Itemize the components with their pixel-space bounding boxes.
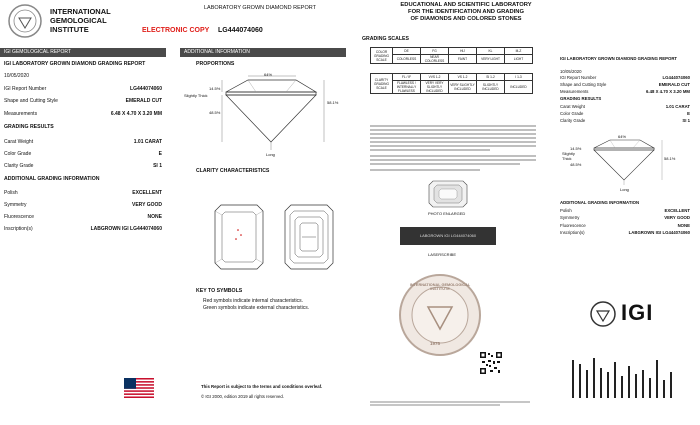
fine-print-block <box>370 124 536 172</box>
crown-percent: 14.5% <box>209 86 221 91</box>
right-table-percent: 64% <box>618 134 627 139</box>
left-row-carat: Carat Weight 1.01 CARAT <box>4 139 162 145</box>
terms-notice: This Report is subject to the terms and conditions overleaf. <box>201 384 323 389</box>
copyright: © IGI 2000, edition 2019 all rights reserved. <box>201 394 284 399</box>
proportions-title: PROPORTIONS <box>196 61 235 67</box>
seal-ring-text: INTERNATIONAL GEMOLOGICAL INSTITUTE <box>409 283 471 291</box>
electronic-copy-label: ELECTRONIC COPY <box>142 27 210 34</box>
left-grading-title: GRADING RESULTS <box>4 124 54 130</box>
right-row-inscription: Inscription(s) LABGROWN IGI LG444074060 <box>560 230 690 235</box>
igi-seal-logo <box>8 4 42 38</box>
laserscribe-caption: LASERSCRIBE <box>428 252 457 257</box>
clarity-scale-table: CLARITY GRADING SCALE FL / IF VVS 1-2 VS 1-2 SI 1-2 I 1-3 FLAWLESS / INTERNALLY FLAWLESS VERY VERY SLIGHTLY INCLUDED VERY SLIGHTLY INCLUDED SLIGHTLY INCLUDED INCLUDED <box>370 73 533 94</box>
photo-caption: PHOTO ENLARGED <box>428 211 466 216</box>
right-row-carat: Carat Weight 1.01 CARAT <box>560 104 690 109</box>
right-girdle-label: Slightly Thick <box>562 151 575 161</box>
right-depth-percent: 58.1% <box>664 156 676 161</box>
brand-name: INTERNATIONAL GEMOLOGICAL INSTITUTE <box>50 7 111 34</box>
bottom-fine-print <box>370 395 530 403</box>
seal-year: 1975 <box>430 341 441 346</box>
report-title: LABORATORY GROWN DIAMOND REPORT <box>204 5 316 11</box>
right-row-report-number: IGI Report Number LG444074060 <box>560 75 690 80</box>
right-row-color: Color Grade E <box>560 111 690 116</box>
header-report-number: LG444074060 <box>218 27 263 34</box>
left-row-shape: Shape and Cutting Style EMERALD CUT <box>4 98 162 104</box>
right-pavilion-percent: 48.5% <box>570 162 582 167</box>
girdle-label: Slightly Thick <box>184 93 208 98</box>
left-row-inscription: Inscription(s) LABGROWN IGI LG444074060 <box>4 226 162 232</box>
right-row-shape: Shape and Cutting Style EMERALD CUT <box>560 82 690 87</box>
right-row-polish: Polish EXCELLENT <box>560 208 690 213</box>
left-row-report-number: IGI Report Number LG444074060 <box>4 86 162 92</box>
left-row-polish: Polish EXCELLENT <box>4 190 162 196</box>
key-line-green: Green symbols indicate external characteristics. <box>203 305 310 311</box>
right-crown-percent: 14.5% <box>570 146 582 151</box>
right-additional-title: ADDITIONAL GRADING INFORMATION <box>560 200 640 205</box>
left-row-color: Color Grade E <box>4 151 162 157</box>
right-culet-label: Long <box>620 187 629 192</box>
lab-description: EDUCATIONAL AND SCIENTIFIC LABORATORY FOR THE IDENTIFICATION AND GRADING OF DIAMONDS AND COLORED STONES <box>400 2 532 22</box>
us-flag-icon <box>124 378 154 398</box>
middle-section-bar: ADDITIONAL INFORMATION <box>180 48 346 57</box>
right-row-measurements: Measurements 6.48 X 4.70 X 3.20 MM <box>560 89 690 94</box>
left-row-clarity: Clarity Grade SI 1 <box>4 163 162 169</box>
left-row-fluorescence: Fluorescence NONE <box>4 214 162 220</box>
right-row-clarity: Clarity Grade SI 1 <box>560 118 690 123</box>
right-report-title: IGI LABORATORY GROWN DIAMOND GRADING REPORT <box>560 56 678 61</box>
left-report-title: IGI LABORATORY GROWN DIAMOND GRADING REPORT <box>4 61 146 67</box>
left-additional-title: ADDITIONAL GRADING INFORMATION <box>4 176 100 182</box>
left-report-date: 10/05/2020 <box>4 73 30 79</box>
rotated-stub-text <box>570 350 680 400</box>
clarity-plot-bottom-view <box>284 204 334 270</box>
right-grading-title: GRADING RESULTS <box>560 96 602 101</box>
culet-label: Long <box>266 152 275 157</box>
key-to-symbols-title: KEY TO SYMBOLS <box>196 288 243 294</box>
right-report-date: 10/05/2020 <box>560 69 582 74</box>
left-row-measurements: Measurements 6.48 X 4.70 X 3.20 MM <box>4 111 162 117</box>
clarity-characteristics-title: CLARITY CHARACTERISTICS <box>196 168 270 174</box>
diamond-photo <box>428 180 468 208</box>
laserscribe-image: LABGROWN IGI LG444074060 <box>400 227 496 245</box>
grading-scales-title: GRADING SCALES <box>362 36 409 42</box>
right-proportions-diagram <box>574 134 674 186</box>
table-percent: 64% <box>264 72 273 77</box>
qr-code <box>480 352 502 374</box>
color-scale-table: COLOR GRADING SCALE DE FG HIJ KL M-Z COLORLESS NEAR COLORLESS FAINT VERY LIGHT LIGHT <box>370 47 533 64</box>
right-row-fluorescence: Fluorescence NONE <box>560 223 690 228</box>
depth-percent: 58.1% <box>327 100 339 105</box>
igi-logo-text: IGI <box>621 300 654 325</box>
igi-logo-mark <box>590 301 616 327</box>
left-row-symmetry: Symmetry VERY GOOD <box>4 202 162 208</box>
clarity-plot-top-view <box>214 204 264 270</box>
key-line-red: Red symbols indicate internal characteristics. <box>203 298 304 304</box>
left-section-bar: IGI GEMOLOGICAL REPORT <box>0 48 166 57</box>
pavilion-percent: 48.5% <box>209 110 221 115</box>
right-row-symmetry: Symmetry VERY GOOD <box>560 215 690 220</box>
